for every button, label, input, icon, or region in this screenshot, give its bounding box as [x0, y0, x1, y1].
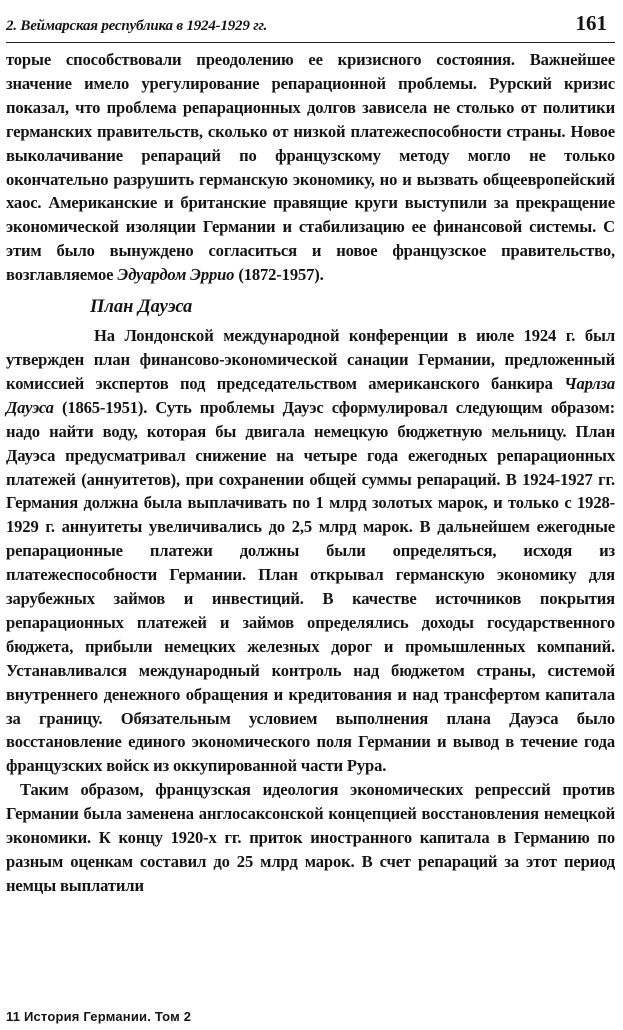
- person-name-dawes: Чарлза Дауэса: [6, 373, 615, 417]
- person-name-herriot: Эдуардом Эррио: [117, 265, 235, 285]
- paragraph-1-text-a: торые способствовали преодолению ее кризисного состояния. Важнейшее значение имело урегулирование репарационной проблемы. Рурский кризис показал, что проблема репарационных долгов зависела не столько от политики германских правительств, сколько от низкой платежеспособности страны. Новое выколачивание репараций по французскому методу могло не только окончательно разрушить германскую экономику, но и вызвать общеевропейский хаос. Американские и британские правящие круги выступили за прекращение экономической изоляции Германии и стабилизацию ее финансовой системы. С этим было вынуждено согласиться и новое французское правительство, возглавляемое: [6, 50, 615, 285]
- page-body: [6, 48, 615, 898]
- page-number: 161: [575, 11, 607, 35]
- paragraph-1-text-b: (1872-1957).: [234, 265, 324, 285]
- page-header: [6, 6, 615, 43]
- signature-footer: 11 История Германии. Том 2: [6, 1009, 192, 1024]
- paragraph-2-text-b: (1865-1951). Суть проблемы Дауэс сформулировал следующим образом: надо найти воду, которая бы двигала немецкую бюджетную мельницу. План Дауэса предусматривал снижение на четыре года ежегодных репарационных платежей (аннуитетов), при сохранении общей суммы репараций. В 1924-1927 гг. Германия должна была выплачивать по 1 млрд золотых марок, и только с 1928-1929 г. аннуитеты увеличивались до 2,5 млрд марок. В дальнейшем ежегодные репарационные платежи должны были определяться, исходя из платежеспособности Германии. План открывал германскую экономику для зарубежных займов и инвестиций. В качестве источников покрытия репарационных платежей и займов определялись доходы государственного бюджета, прибыли немецких железных дорог и промышленных компаний. Устанавливался международный контроль над бюджетом страны, системой внутреннего денежного обращения и кредитования и над трансфертом капитала за границу. Обязательным условием выполнения плана Дауэса было восстановление единого экономического поля Германии и вывод в течение года французских войск из оккупированной части Рура.: [6, 397, 615, 776]
- paragraph-2-text-a: На Лондонской международной конференции в июле 1924 г. был утвержден план финансово-экономической санации Германии, предложенный комиссией экспертов под председательством американского банкира: [6, 326, 615, 393]
- paragraph-3: Таким образом, французская идеология экономических репрессий против Германии была заменена англосаксонской концепцией восстановления немецкой экономики. К концу 1920-х гг. приток иностранного капитала в Германию по разным оценкам составил до 25 млрд марок. В счет репараций за этот период немцы выплатили: [6, 780, 615, 895]
- running-head: 2. Веймарская республика в 1924-1929 гг.: [6, 18, 268, 34]
- paragraph-1: [6, 48, 615, 287]
- section-title: План Дауэса: [90, 297, 193, 318]
- paragraph-2: [6, 324, 615, 778]
